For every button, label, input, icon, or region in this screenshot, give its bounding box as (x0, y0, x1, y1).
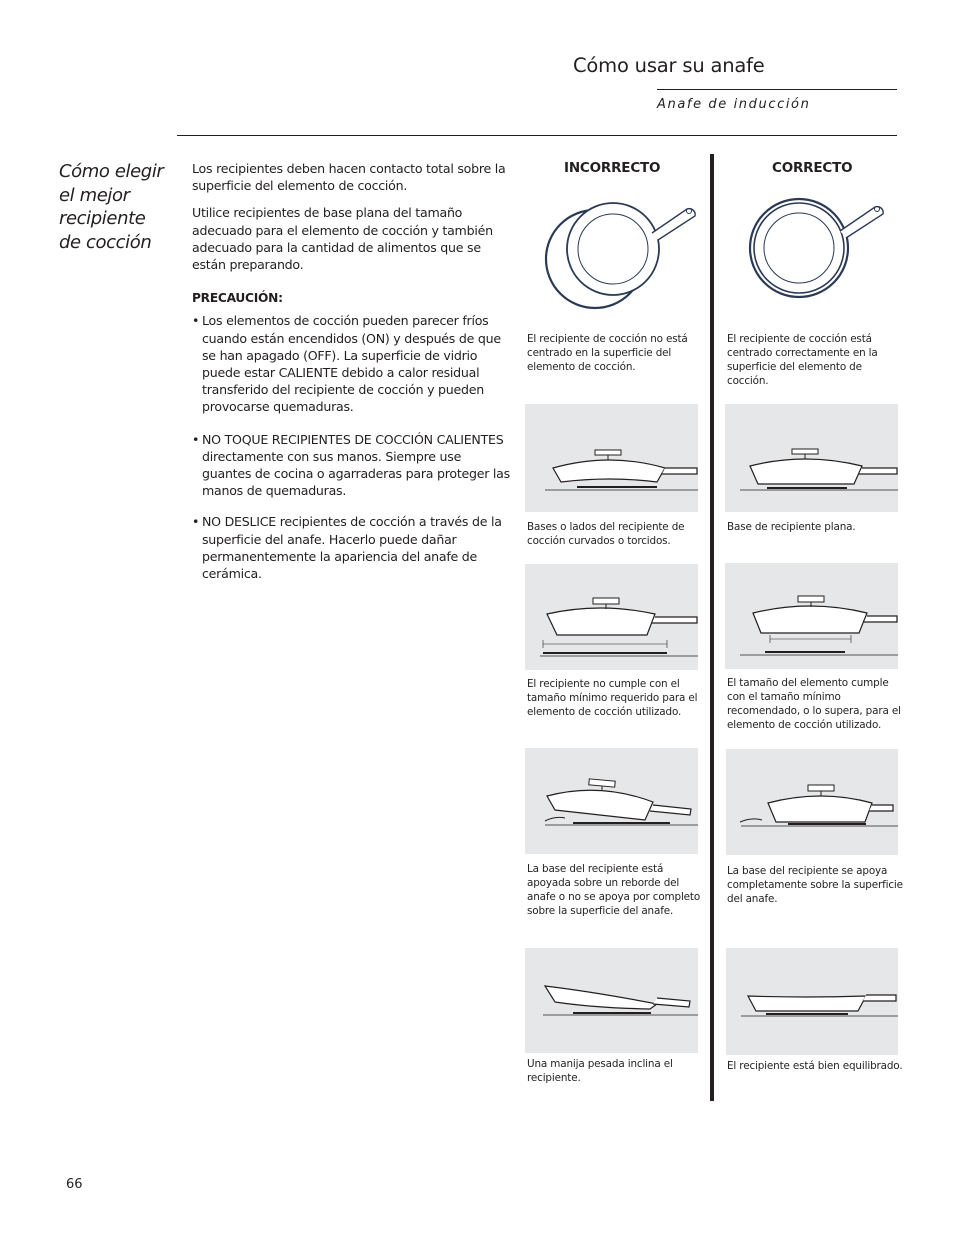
correct-heading: CORRECTO (772, 160, 853, 176)
undersized-pan-illustration (525, 564, 698, 670)
incorrect-caption: El recipiente de cocción no está centrado en la superficie del elemento de cocción. (527, 333, 688, 373)
body-text (192, 160, 510, 596)
body-paragraph: Los recipientes deben hacen contacto total sobre la superficie del elemento de cocción. (192, 161, 506, 194)
correct-caption: Base de recipiente plana. (727, 521, 856, 533)
caution-bullet: • NO TOQUE RECIPIENTES DE COCCIÓN CALIENTES directamente con sus manos. Siempre use guantes de cocina o agarraderas para proteger las manos de quemaduras. (192, 431, 510, 500)
column-divider (710, 154, 714, 1101)
warped-pan-illustration (525, 404, 698, 512)
pan-on-rim-illustration (525, 748, 698, 854)
section-title-line: de cocción (59, 231, 152, 253)
pan-fully-supported-illustration (726, 749, 898, 855)
page-header-subtitle: Anafe de inducción (657, 97, 811, 112)
header-rule (657, 89, 897, 90)
tilted-pan-illustration (525, 948, 698, 1053)
page-header-title: Cómo usar su anafe (573, 54, 765, 77)
incorrect-caption: El recipiente no cumple con el tamaño mínimo requerido para el elemento de cocción utilizado. (527, 678, 698, 718)
incorrect-caption: Una manija pesada inclina el recipiente. (527, 1058, 673, 1084)
correct-caption: El recipiente está bien equilibrado. (727, 1060, 903, 1072)
balanced-pan-illustration (726, 948, 898, 1055)
correct-caption: El recipiente de cocción está centrado correctamente en la superficie del elemento de cocción. (727, 333, 878, 387)
section-rule (177, 135, 897, 136)
section-title (59, 160, 184, 254)
correct-caption: El tamaño del elemento cumple con el tamaño mínimo recomendado, o lo supera, para el elemento de cocción utilizado. (727, 677, 901, 731)
caution-bullet: • Los elementos de cocción pueden parecer fríos cuando están encendidos (ON) y después de que se han apagado (OFF). La superficie de vidrio puede estar CALIENTE debido a calor residual transferido del recipiente de cocción y pueden provocarse quemaduras. (192, 312, 510, 415)
incorrect-caption: La base del recipiente está apoyada sobre un reborde del anafe o no se apoya por completo sobre la superficie del anafe. (527, 863, 701, 917)
centered-pan-illustration (744, 196, 904, 318)
correct-caption: La base del recipiente se apoya completamente sobre la superficie del anafe. (727, 865, 903, 905)
caution-bullet: • NO DESLICE recipientes de cocción a través de la superficie del anafe. Hacerlo puede dañar permanentemente la apariencia del anafe de cerámica. (192, 513, 510, 582)
caution-label: PRECAUCIÓN: (192, 291, 283, 306)
incorrect-heading: INCORRECTO (564, 160, 661, 176)
incorrect-caption: Bases o lados del recipiente de cocción curvados o torcidos. (527, 521, 685, 547)
section-title-line: el mejor (59, 184, 130, 206)
section-title-line: Cómo elegir (59, 161, 164, 182)
page-number: 66 (66, 1177, 83, 1192)
flat-pan-illustration (725, 404, 898, 512)
body-paragraph: Utilice recipientes de base plana del tamaño adecuado para el elemento de cocción y también adecuado para la cantidad de alimentos que se están preparando. (192, 205, 493, 273)
off-center-pan-illustration (540, 196, 700, 318)
properly-sized-pan-illustration (725, 563, 898, 669)
section-title-line: recipiente (59, 208, 146, 229)
